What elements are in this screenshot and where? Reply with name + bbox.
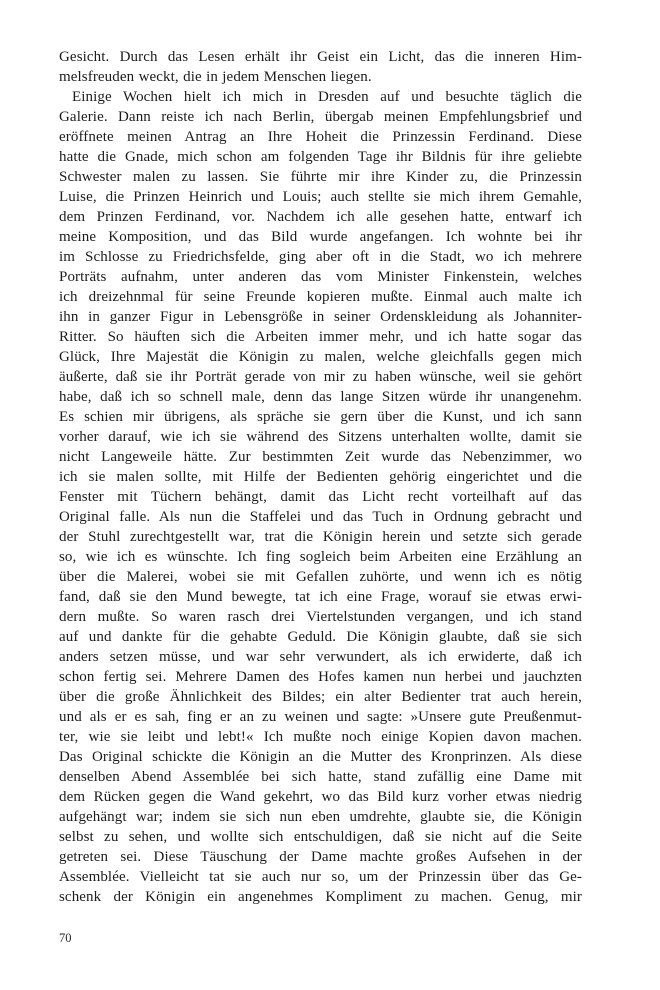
paragraph — [59, 47, 582, 87]
text-line: äußerte, daß sie ihr Porträt gerade von mir zu haben wünsche, weil sie gehört — [59, 369, 582, 385]
text-line: selbst zu sehen, und wollte sich entschuldigen, daß sie nicht auf die Seite — [59, 829, 582, 845]
text-line: dem Prinzen Ferdinand, vor. Nachdem ich alle gesehen hatte, entwarf ich — [59, 209, 582, 225]
text-line: ich sie malen sollte, mit Hilfe der Bedienten gehörig eingerichtet und die — [59, 469, 582, 485]
text-line: über die Malerei, wobei sie mit Gefallen zuhörte, und wenn ich es nötig — [59, 569, 582, 585]
text-line: Assemblée. Vielleicht tat sie auch nur so, um der Prinzessin über das Ge- — [59, 869, 582, 885]
text-line: ich dreizehnmal für seine Freunde kopieren mußte. Einmal auch malte ich — [59, 289, 582, 305]
text-line: Luise, die Prinzen Heinrich und Louis; auch stellte sie mich ihrem Gemahle, — [59, 189, 582, 205]
page-number: 70 — [59, 931, 72, 945]
text-line: schon fertig sei. Mehrere Damen des Hofes kamen nun herbei und jauchzten — [59, 669, 582, 685]
text-line: Einige Wochen hielt ich mich in Dresden auf und besuchte täglich die — [72, 89, 582, 105]
text-line: dern mußte. So waren rasch drei Viertelstunden vergangen, und ich stand — [59, 609, 582, 625]
text-line: ter, wie sie leibt und lebt!« Ich mußte noch einige Kopien davon machen. — [59, 729, 582, 745]
text-line: Fenster mit Tüchern behängt, damit das Licht recht vorteilhaft auf das — [59, 489, 582, 505]
paragraph — [59, 87, 582, 907]
text-line: melsfreuden weckt, die in jedem Menschen liegen. — [59, 69, 372, 85]
text-line: anders setzen müsse, und war sehr verwundert, als ich erwiderte, daß ich — [59, 649, 582, 665]
text-line: getreten sei. Diese Täuschung der Dame machte großes Aufsehen in der — [59, 849, 582, 865]
text-block — [59, 47, 582, 907]
text-line: Gesicht. Durch das Lesen erhält ihr Geist ein Licht, das die inneren Him- — [59, 49, 582, 65]
text-line: so, wie ich es wünschte. Ich fing sogleich beim Arbeiten eine Erzählung an — [59, 549, 582, 565]
text-line: vorher darauf, wie ich sie während des Sitzens unterhalten wollte, damit sie — [59, 429, 582, 445]
text-line: eröffnete meinen Antrag an Ihre Hoheit die Prinzessin Ferdinand. Diese — [59, 129, 582, 145]
text-line: Schwester malen zu lassen. Sie führte mir ihre Kinder zu, die Prinzessin — [59, 169, 582, 185]
text-line: Ritter. So häuften sich die Arbeiten immer mehr, und ich hatte sogar das — [59, 329, 582, 345]
text-line: Glück, Ihre Majestät die Königin zu malen, welche gleichfalls gegen mich — [59, 349, 582, 365]
text-line: über die große Ähnlichkeit des Bildes; ein alter Bedienter trat auch herein, — [59, 689, 582, 705]
text-line: nicht Langeweile hätte. Zur bestimmten Zeit wurde das Nebenzimmer, wo — [59, 449, 582, 465]
text-line: Das Original schickte die Königin an die Mutter des Kronprinzen. Als diese — [59, 749, 582, 765]
text-line: fand, daß sie den Mund bewegte, tat ich eine Frage, worauf sie etwas erwi- — [59, 589, 582, 605]
text-line: auf und dankte für die gehabte Geduld. Die Königin glaubte, daß sie sich — [59, 629, 582, 645]
text-line: schenk der Königin ein angenehmes Kompliment zu machen. Genug, mir — [59, 889, 582, 905]
text-line: hatte die Gnade, mich schon am folgenden Tage ihr Bildnis für ihre geliebte — [59, 149, 582, 165]
text-line: der Stuhl zurechtgestellt war, trat die Königin herein und setzte sich gerade — [59, 529, 582, 545]
text-line: Original falle. Als nun die Staffelei und das Tuch in Ordnung gebracht und — [59, 509, 582, 525]
text-line: im Schlosse zu Friedrichsfelde, ging aber oft in die Stadt, wo ich mehrere — [59, 249, 582, 265]
text-line: denselben Abend Assemblée bei sich hatte, stand zufällig eine Dame mit — [59, 769, 582, 785]
text-line: ihn in ganzer Figur in Lebensgröße in seiner Ordenskleidung als Johanniter- — [59, 309, 582, 325]
text-line: und als er es sah, fing er an zu weinen und sagte: »Unsere gute Preußenmut- — [59, 709, 582, 725]
text-line: habe, daß ich so schnell male, denn das lange Sitzen würde ihr unangenehm. — [59, 389, 582, 405]
text-line: dem Rücken gegen die Wand gekehrt, wo das Bild kurz vorher etwas niedrig — [59, 789, 582, 805]
text-line: Es schien mir übrigens, als spräche sie gern über die Kunst, und ich sann — [59, 409, 582, 425]
text-line: Galerie. Dann reiste ich nach Berlin, übergab meinen Empfehlungsbrief und — [59, 109, 582, 125]
text-line: Porträts aufnahm, unter anderen das vom Minister Finkenstein, welches — [59, 269, 582, 285]
text-line: aufgehängt war; indem sie sich nun eben umdrehte, glaubte sie, die Königin — [59, 809, 582, 825]
text-line: meine Komposition, und das Bild wurde angefangen. Ich wohnte bei ihr — [59, 229, 582, 245]
